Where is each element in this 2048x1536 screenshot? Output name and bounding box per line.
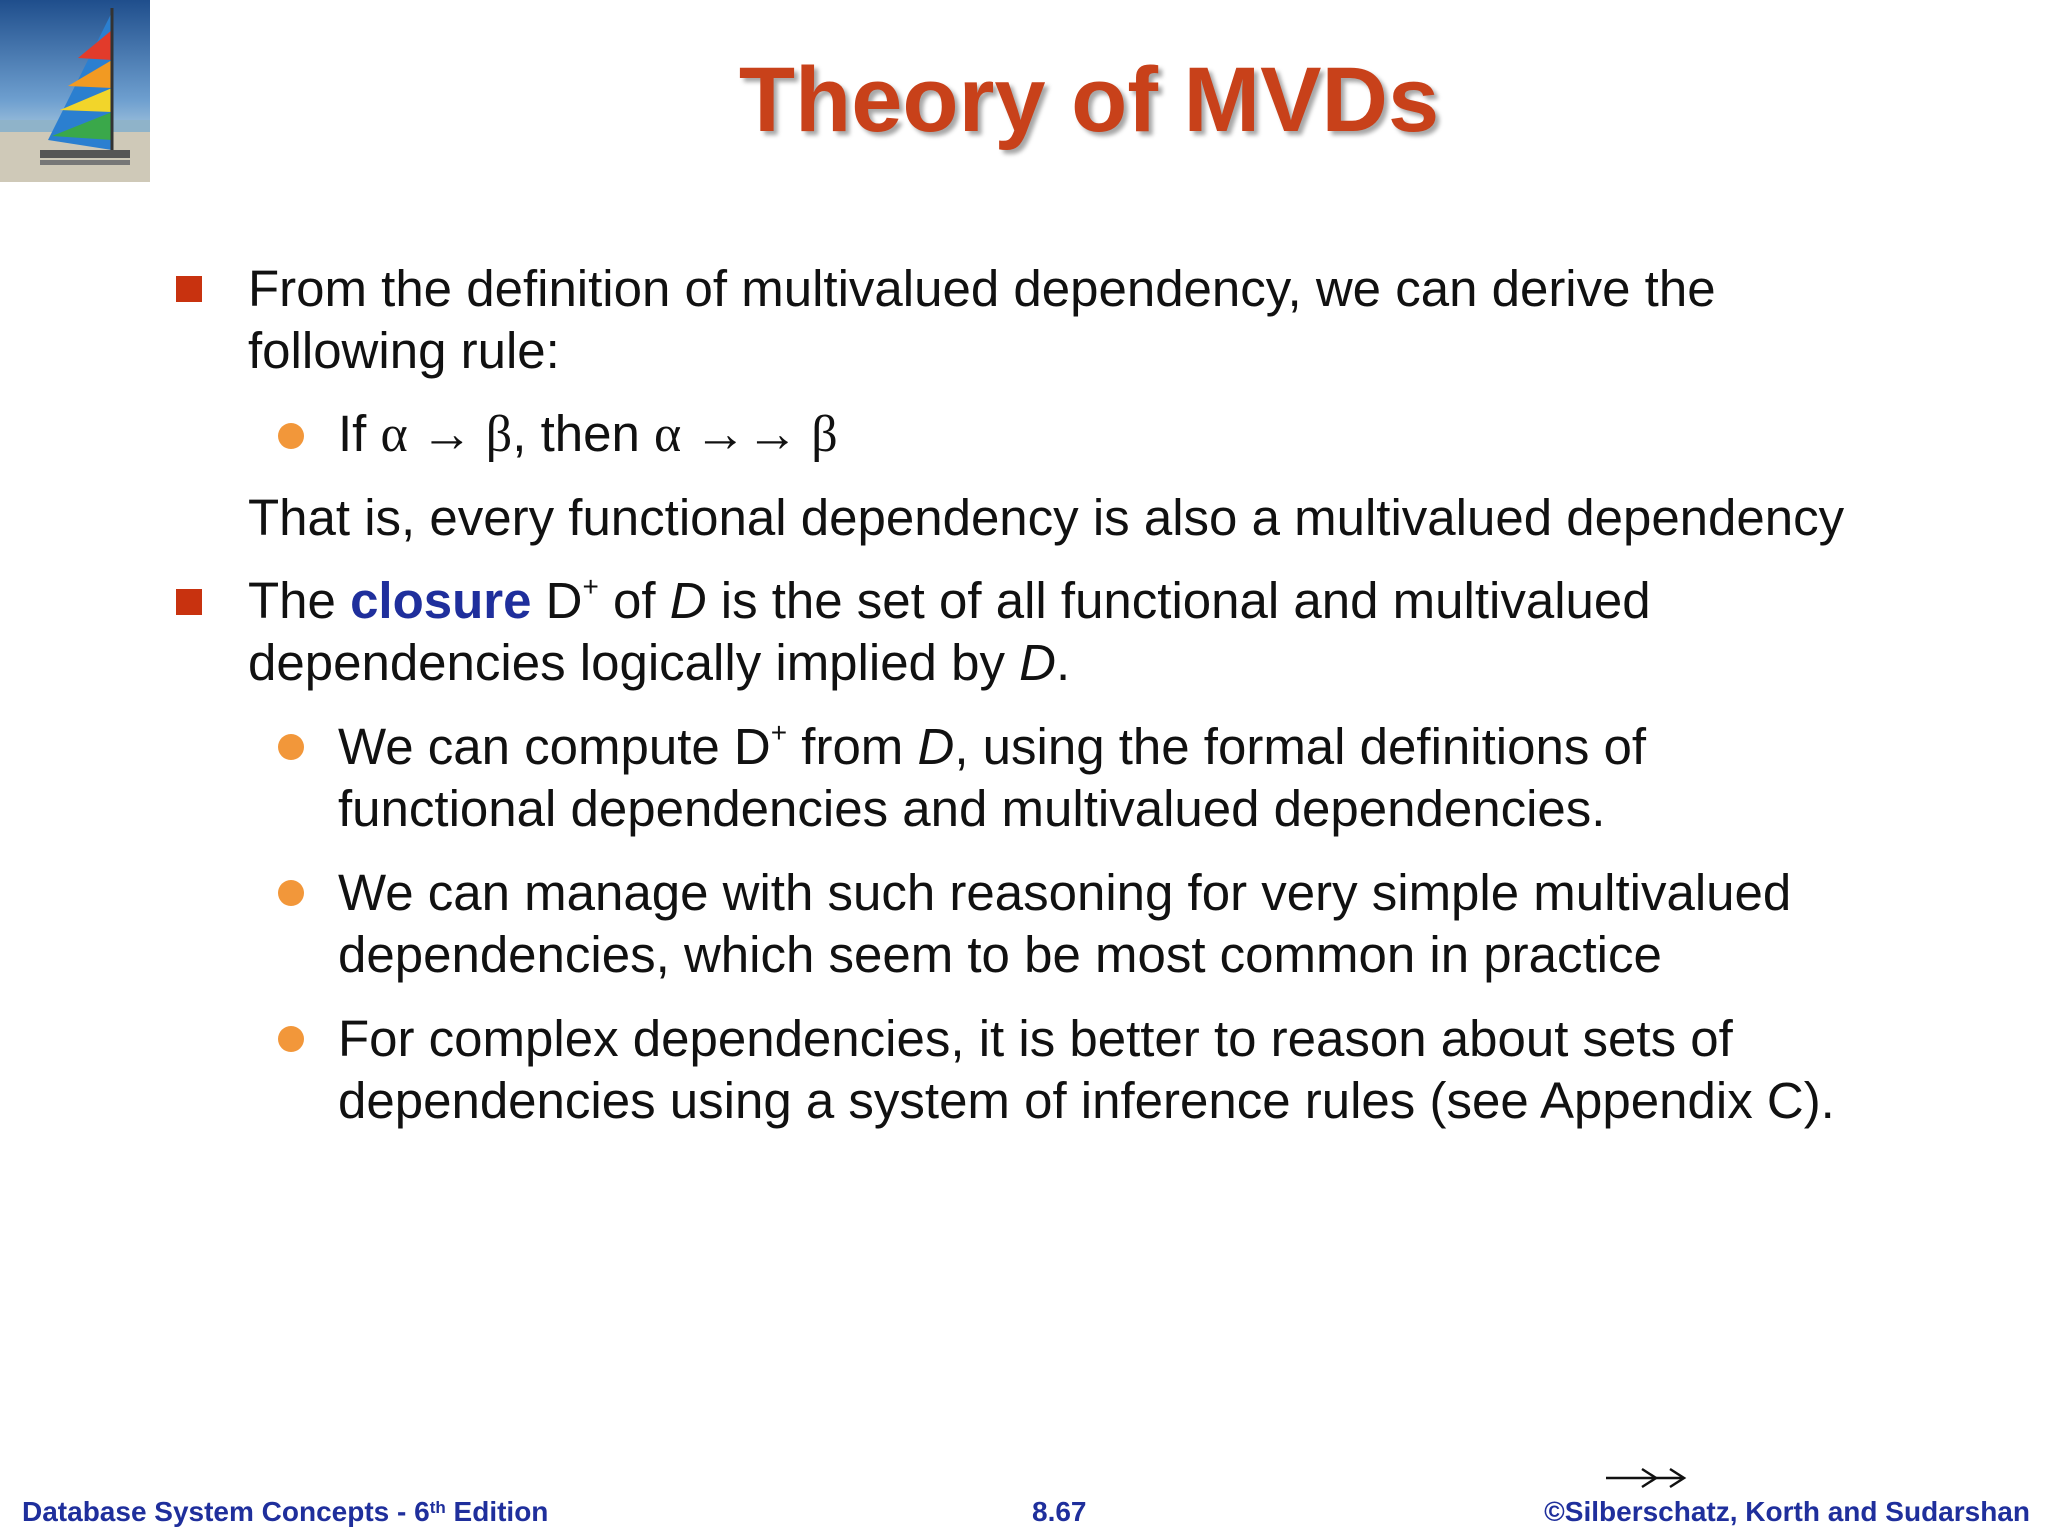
sub-1-part-c: , using the formal definitions of	[954, 718, 1647, 775]
beta-symbol: β	[485, 406, 513, 463]
double-arrow-icon	[1604, 1464, 1690, 1492]
mvd-arrow: →→	[681, 406, 812, 463]
round-bullet-icon	[278, 1026, 304, 1052]
period: .	[1055, 634, 1071, 691]
bullet-2-line2: dependencies logically implied by	[248, 634, 1020, 691]
bullet-1-line2: following rule:	[248, 322, 560, 379]
sub-2-line1: We can manage with such reasoning for very simple multivalued	[338, 864, 1792, 921]
square-bullet-icon	[176, 589, 202, 615]
round-bullet-icon	[278, 734, 304, 760]
bullet-1-text	[248, 258, 1898, 382]
round-bullet-icon	[278, 423, 304, 449]
sub-bullet-2-text	[338, 862, 1898, 986]
rule-if: If	[338, 405, 381, 462]
text-of: of	[598, 572, 670, 629]
italic-d: D	[669, 572, 707, 629]
sub-1-line2: functional dependencies and multivalued dependencies.	[338, 780, 1606, 837]
slide-title: Theory of MVDs	[738, 49, 1440, 151]
text-the: The	[248, 572, 351, 629]
that-is-line: That is, every functional dependency is also a multivalued dependency	[248, 489, 1845, 546]
footer-book-title	[22, 1496, 548, 1528]
italic-d: D	[917, 718, 955, 775]
bullet-2-line1-rest: is the set of all functional and multivalued	[706, 572, 1651, 629]
sub-2-line2: dependencies, which seem to be most common in practice	[338, 926, 1662, 983]
footer-left-a: Database System Concepts - 6	[22, 1496, 430, 1527]
plus-superscript: +	[770, 717, 788, 748]
footer-page-number: 8.67	[1032, 1496, 1087, 1527]
italic-d-2: D	[1019, 634, 1056, 691]
fd-arrow: →	[407, 406, 486, 463]
footer-copyright: ©Silberschatz, Korth and Sudarshan	[1544, 1496, 2030, 1527]
sub-3-line1: For complex dependencies, it is better to reason about sets of	[338, 1010, 1733, 1067]
footer-left-b: Edition	[445, 1496, 549, 1527]
sub-3-line2: dependencies using a system of inference rules (see Appendix C).	[338, 1072, 1835, 1129]
sub-bullet-1-text	[338, 716, 1898, 840]
closure-term: closure	[350, 572, 532, 629]
rule-then: , then	[512, 405, 655, 462]
bullet-2-text	[248, 570, 1898, 694]
sub-bullet-3-text	[338, 1008, 1898, 1132]
square-bullet-icon	[176, 276, 202, 302]
sub-1-part-a: We can compute D	[338, 718, 771, 775]
footer-th-superscript: th	[429, 1497, 446, 1517]
alpha-symbol: α	[380, 406, 408, 463]
alpha-symbol-2: α	[654, 406, 682, 463]
round-bullet-icon	[278, 880, 304, 906]
bullet-1-line1: From the definition of multivalued dependency, we can derive the	[248, 260, 1716, 317]
rule-line	[338, 403, 1898, 466]
plus-superscript: +	[582, 571, 599, 602]
beta-symbol-2: β	[811, 406, 838, 463]
sub-1-part-b: from	[787, 718, 918, 775]
text-d: D	[531, 572, 583, 629]
